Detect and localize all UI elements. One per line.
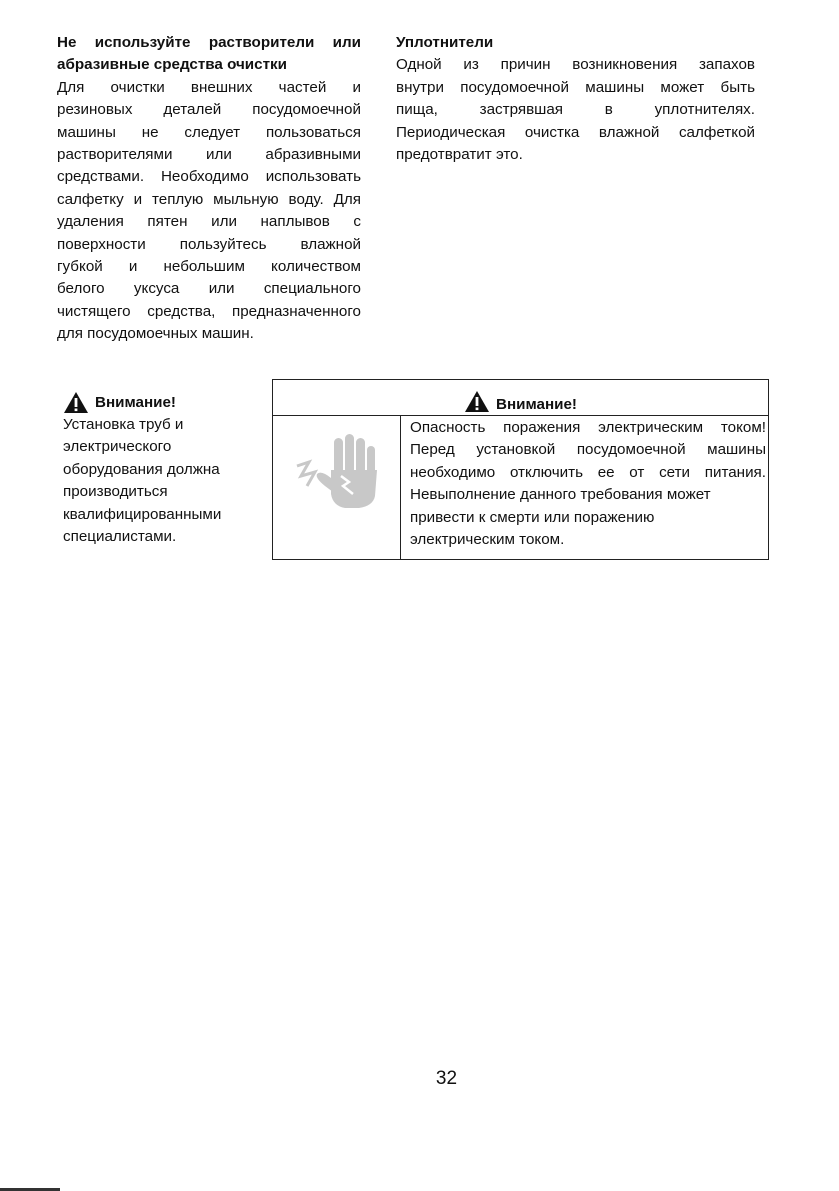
body-line: белого уксуса или специального <box>57 280 361 298</box>
warning-line: электрическим током. <box>410 531 565 549</box>
body-line: Одной из причин возникновения запахов <box>396 56 755 74</box>
right-column <box>396 32 755 166</box>
warning-line: необходимо отключить ее от сети питания. <box>410 463 766 481</box>
warning-box-header <box>273 380 768 416</box>
warning-line: квалифицированными <box>63 505 222 523</box>
electric-shock-hand-icon <box>287 426 387 516</box>
warning-line: Опасность поражения электрическим током! <box>410 419 766 436</box>
warning-title: Внимание! <box>496 396 577 413</box>
page-number: 32 <box>435 1068 458 1089</box>
body-line: удаления пятен или наплывов с <box>57 213 361 231</box>
warning-title: Внимание! <box>95 393 176 411</box>
warning-triangle-icon <box>464 390 490 413</box>
left-column <box>57 32 361 346</box>
left-heading-line: Не используйте растворители или <box>57 34 361 51</box>
warning-box-text <box>401 416 768 559</box>
warning-title-row <box>63 386 263 414</box>
warning-line: Установка труб и <box>63 416 184 433</box>
body-line: губкой и небольшим количеством <box>57 258 361 276</box>
right-heading: Уплотнители <box>396 34 494 51</box>
warning-line: Перед установкой посудомоечной машины <box>410 441 766 459</box>
body-line: поверхности пользуйтесь влажной <box>57 235 361 253</box>
left-body <box>57 77 361 346</box>
body-line: Для очистки внешних частей и <box>57 78 361 96</box>
body-line: машины не следует пользоваться <box>57 123 361 141</box>
left-heading-line: абразивные средства очистки <box>57 56 287 74</box>
body-line: растворителями или абразивными <box>57 146 361 164</box>
warning-line: привести к смерти или поражению <box>410 508 655 526</box>
body-line: предотвратит это. <box>396 146 523 164</box>
body-line: внутри посудомоечной машины может быть <box>396 78 755 96</box>
warning-triangle-icon <box>63 391 89 414</box>
body-line: чистящего средства, предназначенного <box>57 302 361 320</box>
electric-shock-warning-box <box>272 379 769 560</box>
right-body <box>396 54 755 166</box>
body-line: салфетку и теплую мыльную воду. Для <box>57 190 361 208</box>
installation-warning <box>63 386 263 548</box>
warning-title-row <box>273 385 768 413</box>
body-line: средствами. Необходимо использовать <box>57 168 361 186</box>
warning-line: Невыполнение данного требования может <box>410 486 711 504</box>
body-line: пища, застрявшая в уплотнителях. <box>396 101 755 119</box>
warning-line: электрического <box>63 438 172 456</box>
icon-cell <box>273 416 401 559</box>
warning-line: оборудования должна <box>63 460 220 478</box>
warning-box-body <box>273 416 768 559</box>
body-line: резиновых деталей посудомоечной <box>57 101 361 119</box>
left-heading <box>57 32 361 77</box>
warning-line: специалистами. <box>63 528 177 546</box>
warning-line: производиться <box>63 483 168 501</box>
body-line: для посудомоечных машин. <box>57 325 254 343</box>
body-line: Периодическая очистка влажной салфеткой <box>396 123 755 141</box>
